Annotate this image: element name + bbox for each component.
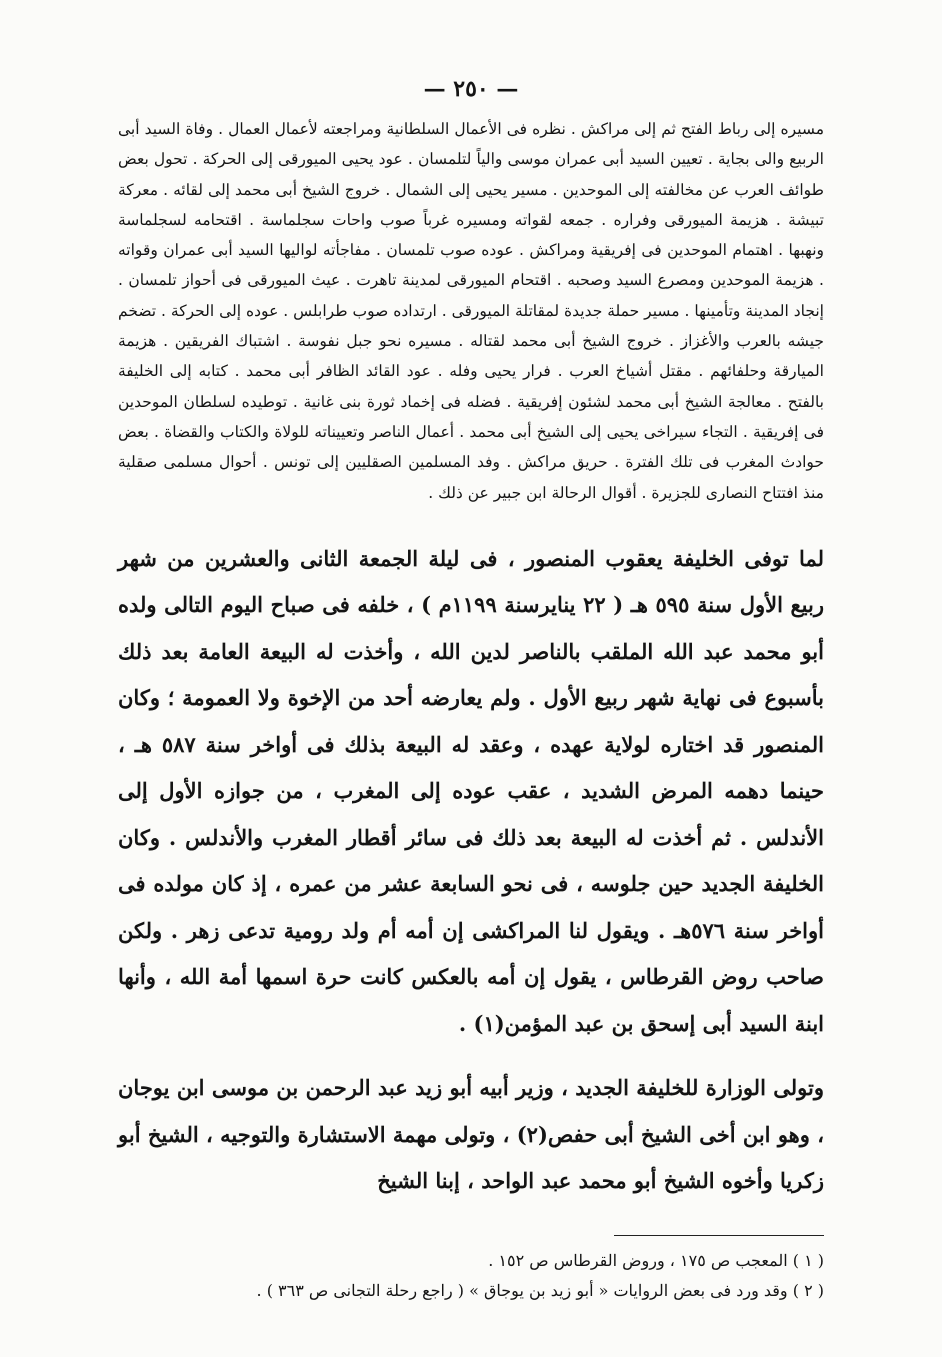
chapter-summary: مسيره إلى رباط الفتح ثم إلى مراكش . نظره فى الأعمال السلطانية ومراجعته لأعمال العمال . وفاة السيد أبى الربيع والى بجاية . تعيين السيد أبى عمران موسى والياً لتلمسان . عود يحيى الميورقى إلى الحركة . تحول بعض طوائف العرب عن مخالفته إلى الموحدين . مسير يحيى إلى الشمال . خروج الشيخ أبى محمد إلى لقائه . معركة تبيشة . هزيمة الميورقى وفراره . جمعه لقواته ومسيره غرباً صوب واحات سجلماسة . اقتحامه لسجلماسة ونهبها . اهتمام الموحدين فى إفريقية ومراكش . عوده صوب تلمسان . مفاجأته لواليها السيد أبى عمران وقواته . هزيمة الموحدين ومصرع السيد وصحبه . اقتحام الميورقى لمدينة تاهرت . عيث الميورقى فى أحواز تلمسان . إنجاد المدينة وتأمينها . مسير حملة جديدة لمقاتلة الميورقى . ارتداده صوب طرابلس . عوده إلى الحركة . تضخم جيشه بالعرب والأغزاز . خروج الشيخ أبى محمد لقتاله . مسيره نحو جبل نفوسة . اشتباك الفريقين . هزيمة الميارقة وحلفائهم . مقتل أشياخ العرب . فرار يحيى وفله . عود القائد الظافر أبى محمد . كتابه إلى الخليفة بالفتح . معالجة الشيخ أبى محمد لشئون إفريقية . فضله فى إخماد ثورة بنى غانية . توطيده لسلطان الموحدين فى إفريقية . التجاء سيراخى يحيى إلى الشيخ أبى محمد . أعمال الناصر وتعييناته للولاة والكتاب والقضاة . بعض حوادث المغرب فى تلك الفترة . حريق مراكش . وفد المسلمين الصقليين إلى تونس . أحوال مسلمى صقلية منذ افتتاح النصارى للجزيرة . أقوال الرحالة ابن جبير عن ذلك . xyxy=(118,120,824,502)
body-paragraph-1: لما توفى الخليفة يعقوب المنصور ، فى ليلة الجمعة الثانى والعشرين من شهر ربيع الأول سنة ٥٩٥ هـ ( ٢٢ ينايرسنة ١١٩٩م ) ، خلفه فى صباح اليوم التالى ولده أبو محمد عبد الله الملقب بالناصر لدين الله ، وأخذت له البيعة العامة بعد ذلك بأسبوع فى نهاية شهر ربيع الأول . ولم يعارضه أحد من الإخوة ولا العمومة ؛ وكان المنصور قد اختاره لولاية عهده ، وعقد له البيعة بذلك فى أواخر سنة ٥٨٧ هـ ، حينما دهمه المرض الشديد ، عقب عوده إلى المغرب ، من جوازه الأول إلى الأندلس . ثم أخذت له البيعة بعد ذلك فى سائر أقطار المغرب والأندلس . وكان الخليفة الجديد حين جلوسه ، فى نحو السابعة عشر من عمره ، إذ كان مولده فى أواخر سنة ٥٧٦هـ . ويقول لنا المراكشى إن أمه أم ولد رومية تدعى زهر . ولكن صاحب روض القرطاس ، يقول إن أمه بالعكس كانت حرة اسمها أمة الله ، وأنها ابنة السيد أبى إسحق بن عبد المؤمن(١) . xyxy=(118,545,824,1036)
book-page xyxy=(118,76,824,1306)
footnote-2: ( ٢ ) وقد ورد فى بعض الروايات « أبو زيد بن يوجاق » ( راجع رحلة التجانى ص ٣٦٣ ) . xyxy=(256,1280,824,1300)
page-number: — ٢٥٠ — xyxy=(423,76,519,102)
footnote-1: ( ١ ) المعجب ص ١٧٥ ، وروض القرطاس ص ١٥٢ . xyxy=(488,1250,824,1270)
body-paragraph-2: وتولى الوزارة للخليفة الجديد ، وزير أبيه أبو زيد عبد الرحمن بن موسى ابن يوجان ، وهو ابن أخى الشيخ أبى حفص(٢) ، وتولى مهمة الاستشارة والتوجيه ، الشيخ أبو زكريا وأخوه الشيخ أبو محمد عبد الواحد ، إبنا الشيخ xyxy=(118,1075,824,1194)
footnote-divider xyxy=(614,1235,824,1236)
